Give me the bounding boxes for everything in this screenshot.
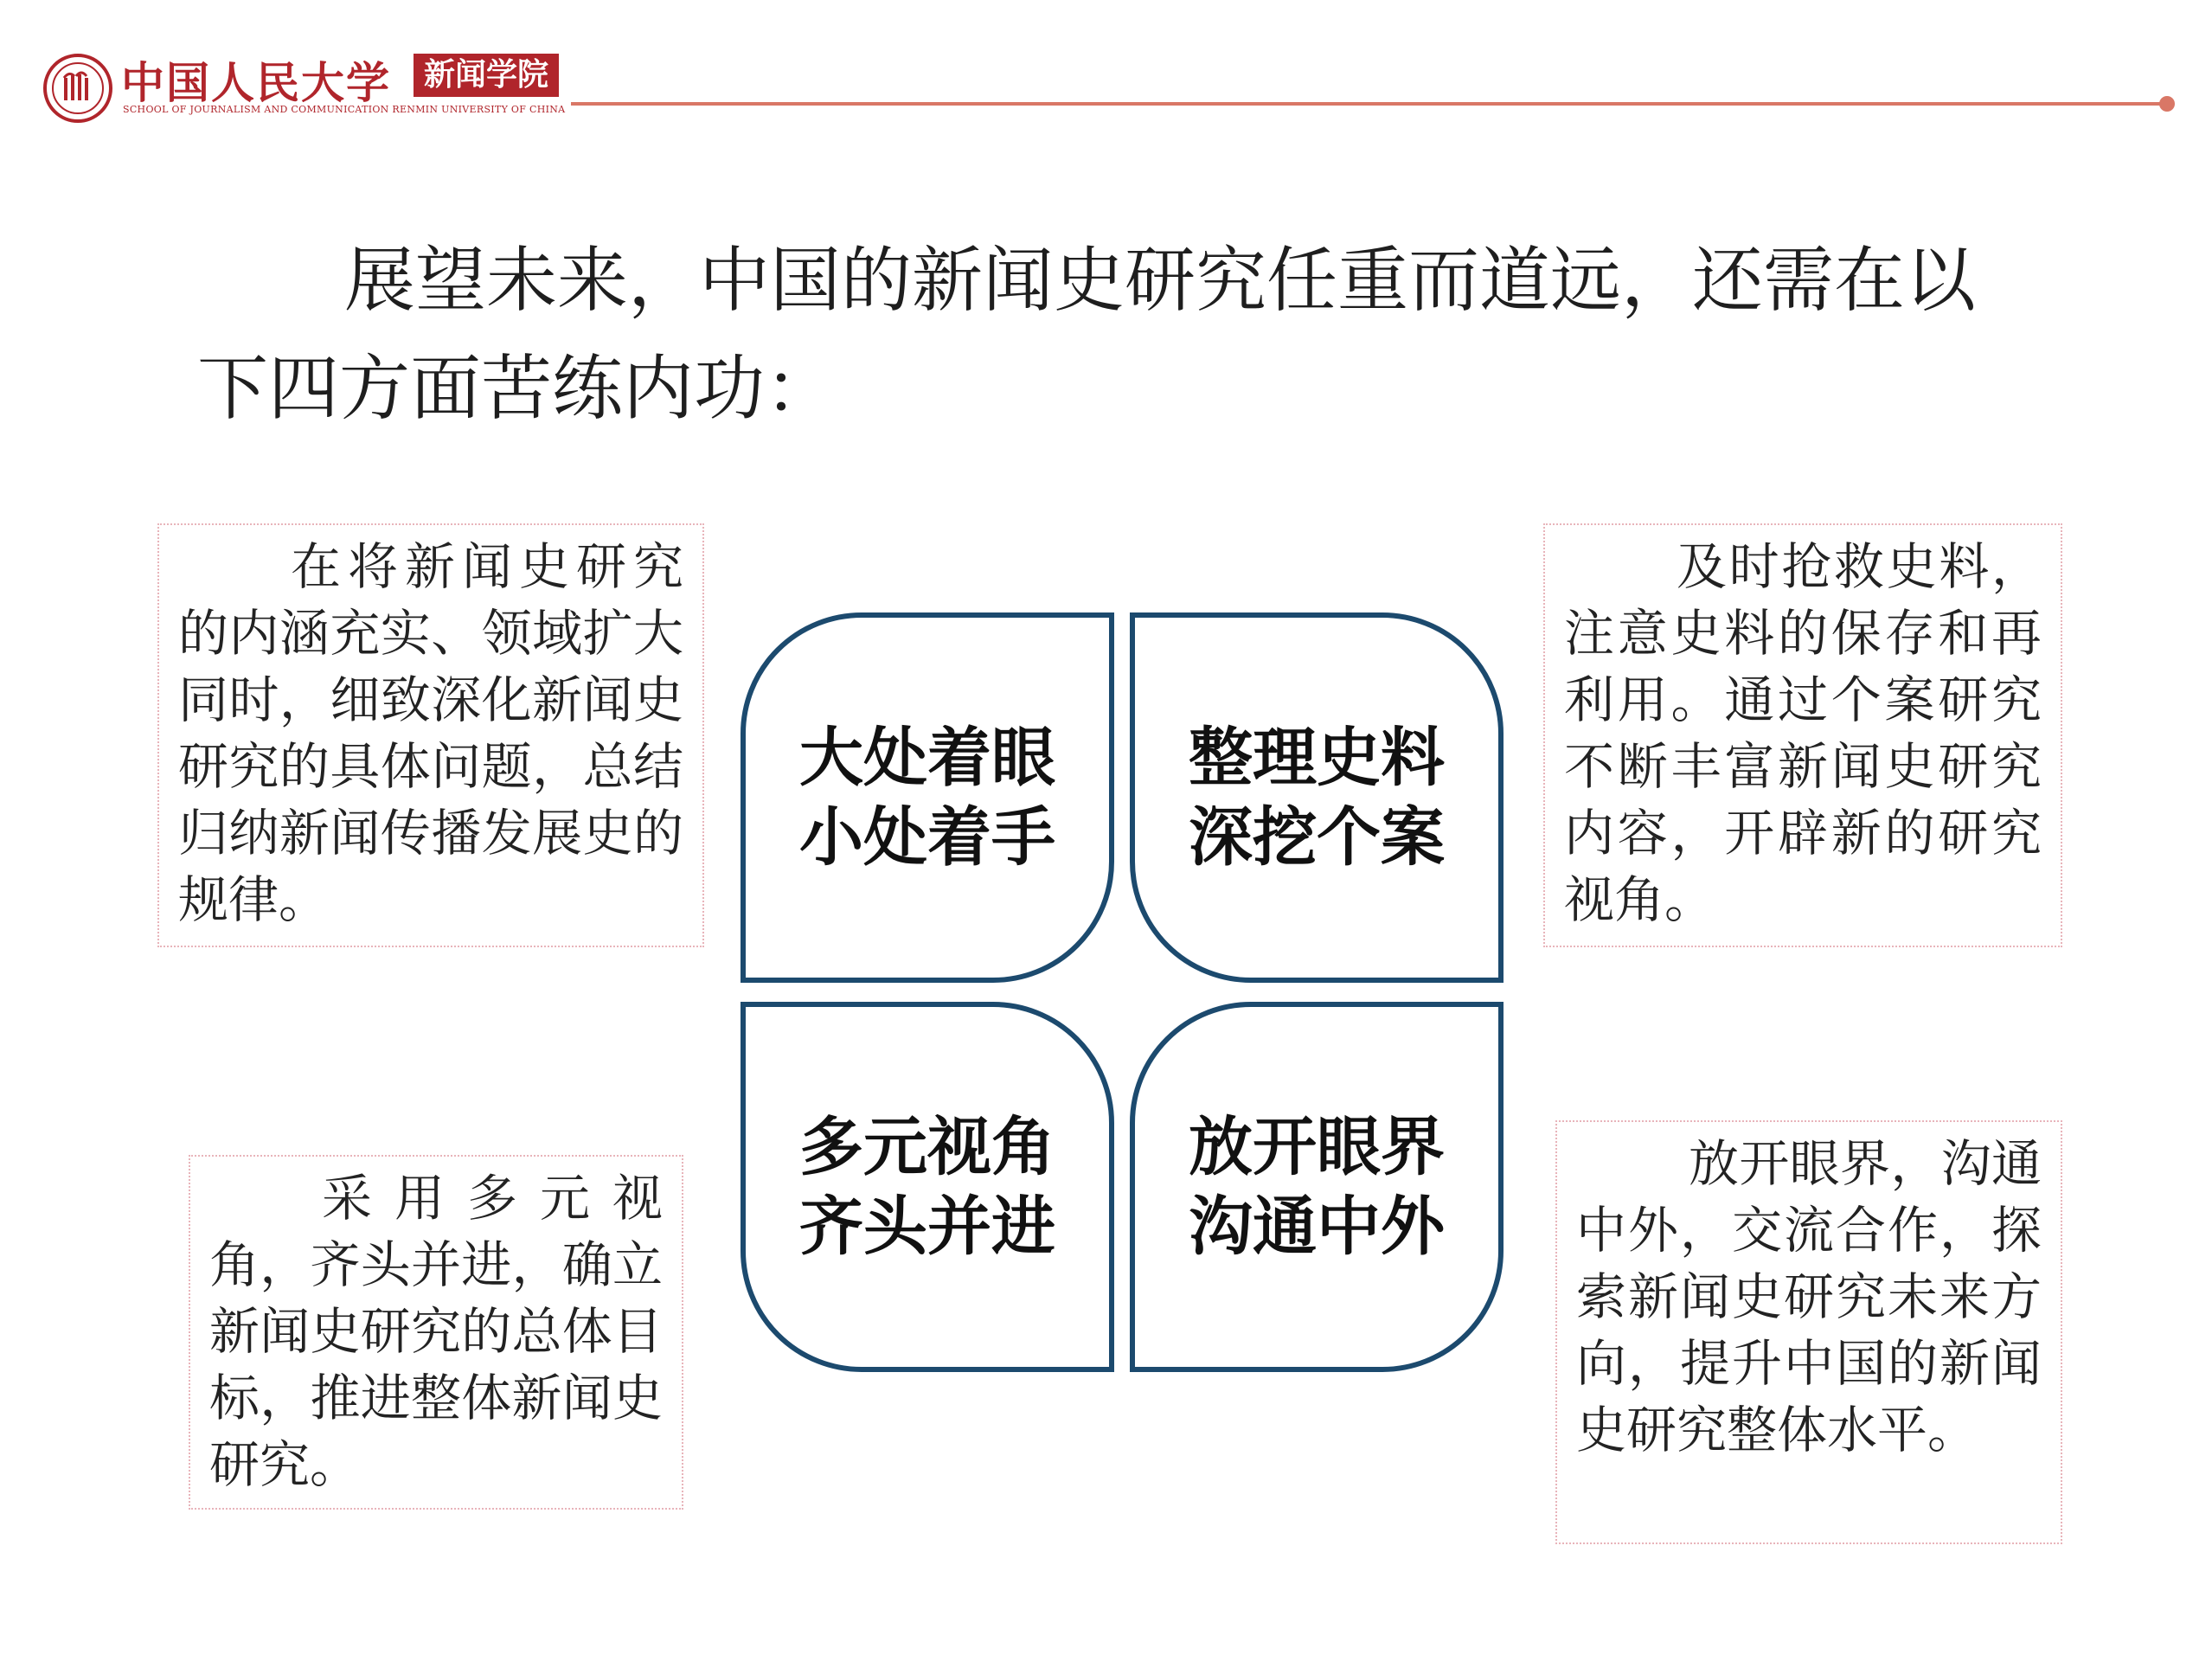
petal-line: 深挖个案 — [1189, 800, 1445, 875]
petal-line: 放开眼界 — [1189, 1110, 1445, 1184]
university-subtitle: SCHOOL OF JOURNALISM AND COMMUNICATION RENMIN UNIVERSITY OF CHINA — [123, 104, 566, 115]
text-box-bottom-right: 放开眼界，沟通中外，交流合作，探索新闻史研究未来方向，提升中国的新闻史研究整体水平。 — [1555, 1120, 2062, 1544]
text-box-bottom-left: 采用多元视角，齐头并进，确立新闻史研究的总体目标，推进整体新闻史研究。 — [189, 1155, 683, 1510]
petal-line: 大处着眼 — [799, 721, 1055, 795]
petal-line: 多元视角 — [799, 1110, 1055, 1184]
intro-paragraph: 展望未来，中国的新闻史研究任重而道远，还需在以下四方面苦练内功： — [197, 240, 1977, 430]
petal-line: 沟通中外 — [1189, 1190, 1445, 1264]
university-logo — [42, 43, 595, 130]
header-divider — [571, 102, 2167, 106]
header-divider-dot — [2159, 96, 2175, 112]
university-seal-icon — [42, 52, 114, 125]
petal-line: 整理史料 — [1189, 721, 1445, 795]
petal-top-right — [1130, 612, 1504, 983]
department-badge: 新闻学院 — [414, 54, 559, 97]
university-name: 中国人民大学 — [121, 57, 391, 108]
text-box-top-right: 及时抢救史料，注意史料的保存和再利用。通过个案研究不断丰富新闻史研究内容，开辟新的研究视角。 — [1543, 523, 2062, 947]
petal-bottom-left — [741, 1002, 1114, 1372]
petal-bottom-right — [1130, 1002, 1504, 1372]
petal-line: 齐头并进 — [799, 1190, 1055, 1264]
text-box-top-left: 在将新闻史研究的内涵充实、领域扩大同时，细致深化新闻史研究的具体问题，总结归纳新闻传播发展史的规律。 — [157, 523, 704, 947]
petal-top-left — [741, 612, 1114, 983]
petal-line: 小处着手 — [799, 800, 1055, 875]
